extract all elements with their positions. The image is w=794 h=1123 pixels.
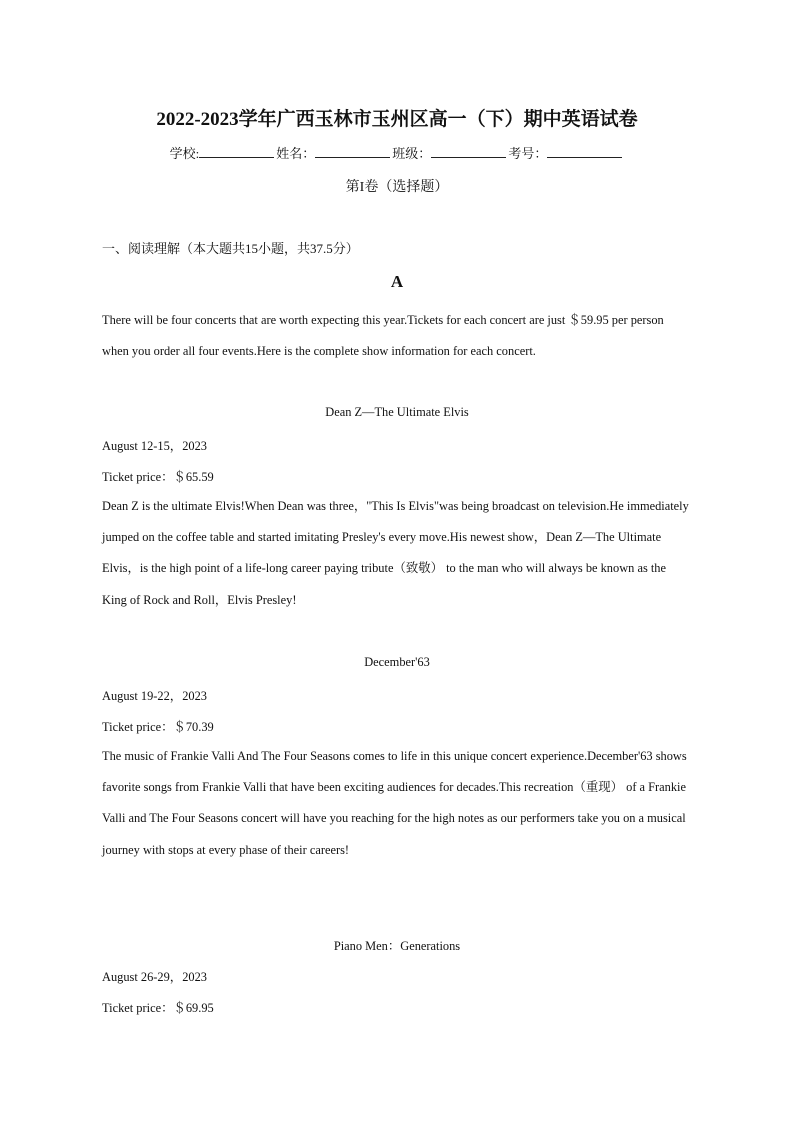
volume-heading: 第I卷（选择题） — [345, 180, 449, 195]
school-label: 学校: — [169, 146, 200, 161]
concert-date: August 19-22，2023 — [102, 689, 207, 703]
name-label: 姓名： — [276, 146, 316, 161]
student-info-line — [0, 143, 794, 162]
concert-price: Ticket price：＄65.59 — [102, 470, 214, 484]
class-label: 班级： — [392, 146, 432, 161]
passage-letter: A — [390, 272, 404, 291]
section-heading: 一、阅读理解（本大题共15小题，共37.5分） — [102, 241, 359, 256]
number-blank — [547, 145, 622, 158]
concert-price: Ticket price：＄69.95 — [102, 1001, 214, 1015]
concert-date: August 26-29，2023 — [102, 970, 207, 984]
number-label: 考号： — [508, 146, 548, 161]
concert-description: The music of Frankie Valli And The Four Seasons comes to life in this unique concert experience.December'63 shows favorite songs from Frankie Valli that have been exciting audiences for decades.This recreation（重现） of a Frankie Valli and The Four Seasons concert will have you reaching for the high notes as our performers take you on a musical journey with stops at every phase of their careers! — [102, 749, 687, 857]
concert-title: December'63 — [364, 655, 430, 669]
concert-title: Piano Men：Generations — [333, 939, 461, 953]
class-blank — [431, 145, 506, 158]
concert-price: Ticket price：＄70.39 — [102, 720, 214, 734]
name-blank — [315, 145, 390, 158]
concert-title: Dean Z—The Ultimate Elvis — [325, 405, 469, 419]
exam-title: 2022-2023学年广西玉林市玉州区高一（下）期中英语试卷 — [156, 109, 638, 130]
concert-description: Dean Z is the ultimate Elvis!When Dean was three，"This Is Elvis"was being broadcast on television.He immediately jumped on the coffee table and started imitating Presley's every move.His newest show，Dean Z—The Ultimate Elvis，is the high point of a life-long career paying tribute（致敬） to the man who will always be known as the King of Rock and Roll，Elvis Presley! — [102, 499, 689, 607]
concert-date: August 12-15，2023 — [102, 439, 207, 453]
school-blank — [199, 145, 274, 158]
passage-intro: There will be four concerts that are worth expecting this year.Tickets for each concert are just ＄59.95 per person when you order all four events.Here is the complete show information for each concert. — [102, 313, 664, 359]
